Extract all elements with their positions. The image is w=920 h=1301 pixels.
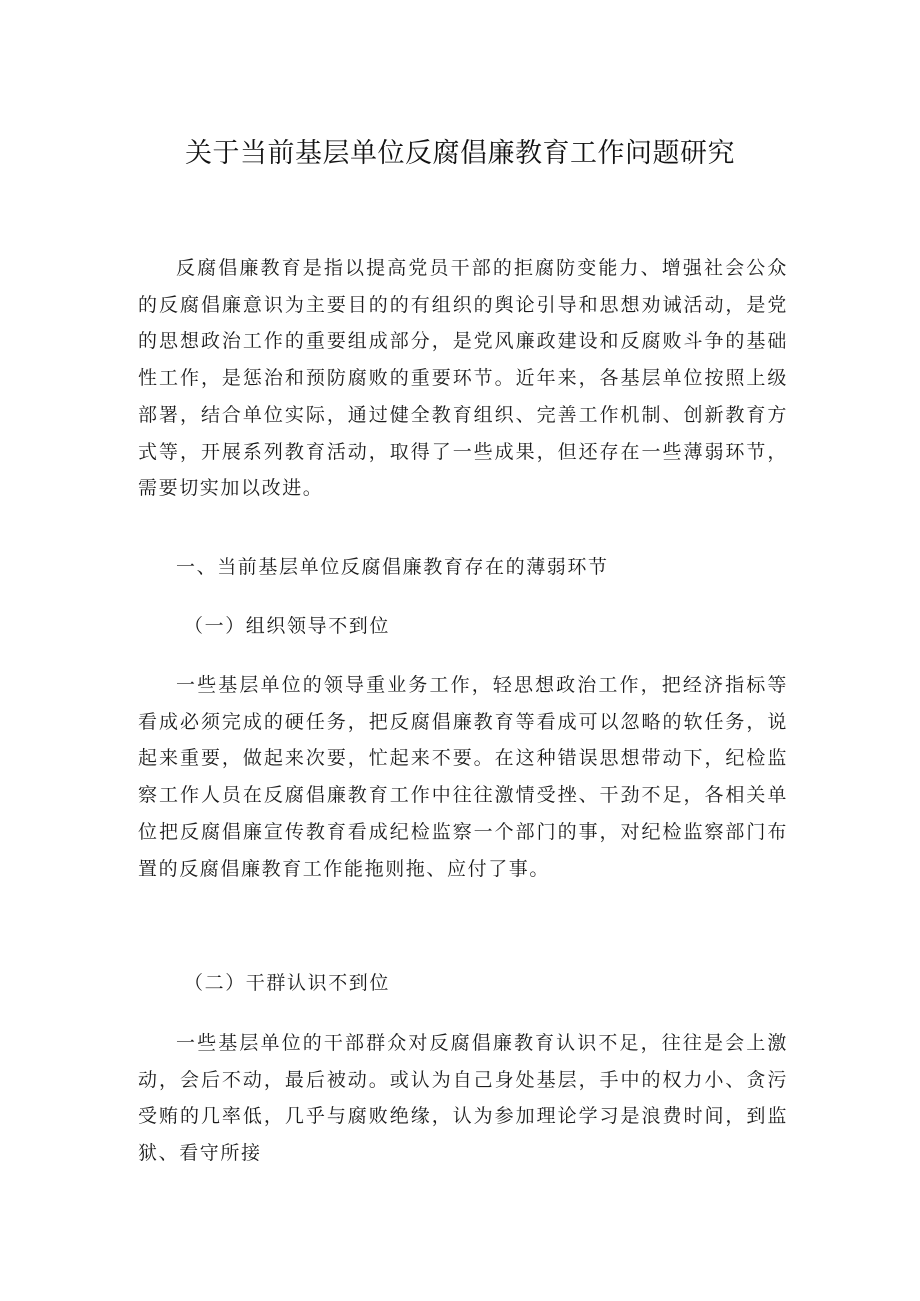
intro-paragraph: 反腐倡廉教育是指以提高党员干部的拒腐防变能力、增强社会公众的反腐倡廉意识为主要目的的有组织的舆论引导和思想劝诫活动，是党的思想政治工作的重要组成部分，是党风廉政建设和反腐败斗争的基础性工作，是惩治和预防腐败的重要环节。近年来，各基层单位按照上级部署，结合单位实际，通过健全教育组织、完善工作机制、创新教育方式等，开展系列教育活动，取得了一些成果，但还存在一些薄弱环节，需要切实加以改进。 (138, 257, 788, 500)
subsection-paragraph-2: 一些基层单位的干部群众对反腐倡廉教育认识不足，往往是会上激动，会后不动，最后被动。或认为自己身处基层，手中的权力小、贪污受贿的几率低，几乎与腐败绝缘，认为参加理论学习是浪费时间，到监狱、看守所接 (138, 1032, 788, 1165)
document-title: 关于当前基层单位反腐倡廉教育工作问题研究 (185, 138, 735, 169)
subsection-heading-1: （一）组织领导不到位 (184, 615, 391, 637)
section-heading: 一、当前基层单位反腐倡廉教育存在的薄弱环节 (176, 556, 609, 578)
subsection-paragraph-1: 一些基层单位的领导重业务工作，轻思想政治工作，把经济指标等看成必须完成的硬任务，把反腐倡廉教育等看成可以忽略的软任务，说起来重要，做起来次要，忙起来不要。在这种错误思想带动下，纪检监察工作人员在反腐倡廉教育工作中往往激情受挫、干劲不足，各相关单位把反腐倡廉宣传教育看成纪检监察一个部门的事，对纪检监察部门布置的反腐倡廉教育工作能拖则拖、应付了事。 (138, 674, 788, 880)
subsection-heading-2: （二）干群认识不到位 (184, 972, 391, 994)
